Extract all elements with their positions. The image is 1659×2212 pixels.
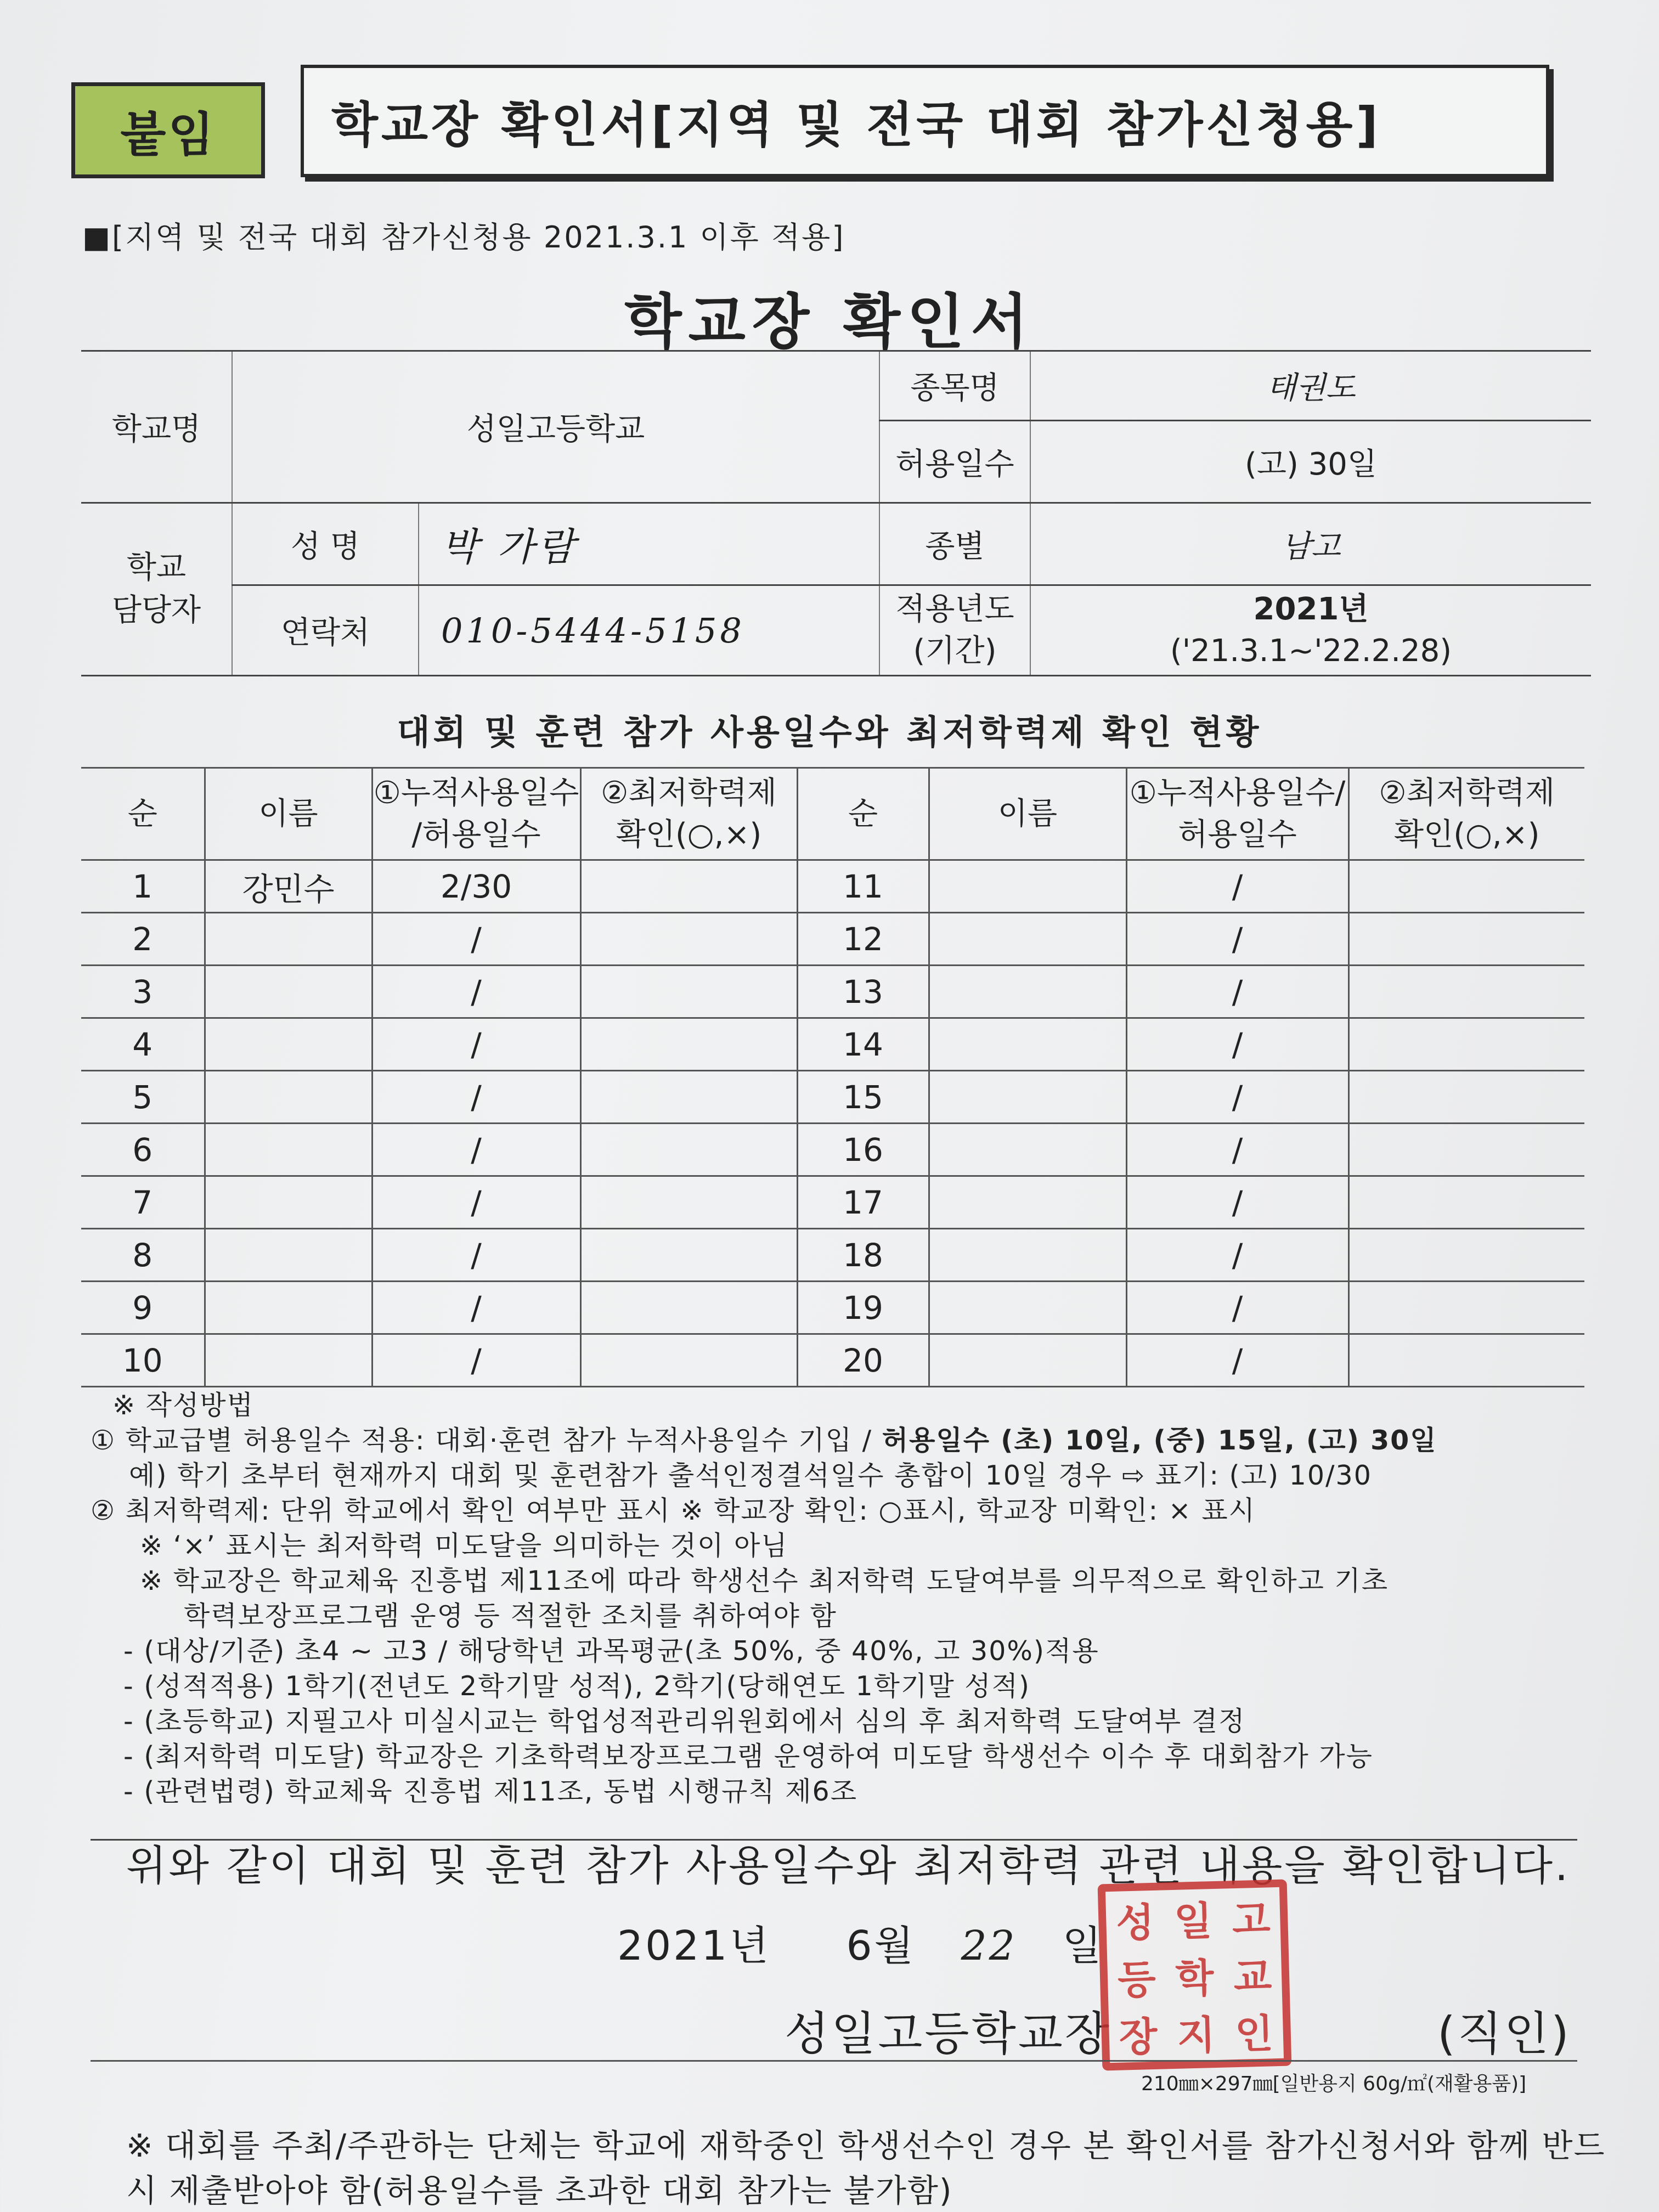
header-title: 학교장 확인서[지역 및 전국 대회 참가신청용] <box>301 65 1549 177</box>
row-name <box>929 1282 1126 1334</box>
row-name <box>205 966 372 1018</box>
row-days: / <box>1126 1229 1348 1282</box>
row-check <box>1348 1334 1584 1387</box>
table-row <box>81 1282 1584 1334</box>
row-name <box>205 1176 372 1229</box>
attachment-badge: 붙임 <box>71 82 265 178</box>
phone-label: 연락처 <box>232 585 419 676</box>
row-no: 10 <box>81 1334 205 1387</box>
seal-glyph: 교 <box>1233 1953 1273 2001</box>
row-no: 13 <box>797 966 929 1018</box>
row-no: 3 <box>81 966 205 1018</box>
col-check-right <box>1348 768 1584 860</box>
row-no: 18 <box>797 1229 929 1282</box>
row-days: / <box>1126 1018 1348 1071</box>
row-days: 2/30 <box>372 860 580 913</box>
row-days: / <box>372 1018 580 1071</box>
row-check <box>580 1282 797 1334</box>
col-days-right-line2: 허용일수 <box>1178 816 1297 853</box>
row-check <box>580 1229 797 1282</box>
note-1b: 허용일수 (초) 10일, (중) 15일, (고) 30일 <box>882 1425 1437 1456</box>
row-days: / <box>372 1282 580 1334</box>
notes-heading: ※ 작성방법 <box>112 1390 254 1421</box>
row-name <box>205 1124 372 1176</box>
type-value: 남고 <box>1030 503 1591 585</box>
date-day-handwritten: 22 <box>961 1922 1017 1970</box>
row-no: 5 <box>81 1071 205 1124</box>
row-no: 4 <box>81 1018 205 1071</box>
note-1a: ① 학교급별 허용일수 적용: 대회·훈련 참가 누적사용일수 기입 / <box>91 1425 882 1456</box>
row-days: / <box>1126 1334 1348 1387</box>
seal-glyph: 학 <box>1175 1955 1215 2002</box>
row-no: 7 <box>81 1176 205 1229</box>
row-name <box>929 1334 1126 1387</box>
row-name <box>205 1229 372 1282</box>
seal-glyph: 등 <box>1117 1956 1156 2004</box>
section-title: 대회 및 훈련 참가 사용일수와 최저학력제 확인 현황 <box>397 712 1262 752</box>
principal-title: 성일고등학교장 <box>785 2007 1112 2061</box>
row-check <box>1348 966 1584 1018</box>
seal-glyph: 일 <box>1173 1898 1213 1945</box>
row-name <box>205 913 372 966</box>
confirmation-date <box>617 1914 1104 1972</box>
year-label-line2: (기간) <box>913 633 997 669</box>
sport-value: 태권도 <box>1030 351 1591 421</box>
row-name <box>205 1018 372 1071</box>
row-name <box>929 860 1126 913</box>
row-no: 1 <box>81 860 205 913</box>
phone-value-handwritten: 010-5444-5158 <box>419 585 879 676</box>
name-value-handwritten: 박 가람 <box>419 503 879 585</box>
confirmation-statement: 위와 같이 대회 및 훈련 참가 사용일수와 최저학력 관련 내용을 확인합니다. <box>126 1841 1571 1890</box>
scope-note: ■[지역 및 전국 대회 참가신청용 2021.3.1 이후 적용] <box>82 220 845 255</box>
row-days: / <box>1126 860 1348 913</box>
table-row <box>81 966 1584 1018</box>
note-3: ※ ‘×’ 표시는 최저학력 미도달을 의미하는 것이 아님 <box>140 1530 788 1561</box>
allowed-days-label: 허용일수 <box>879 421 1030 503</box>
row-days: / <box>1126 1282 1348 1334</box>
seal-glyph: 지 <box>1176 2012 1216 2059</box>
table-row <box>81 913 1584 966</box>
note-1c: 예) 학기 초부터 현재까지 대회 및 훈련참가 출석인정결석일수 총합이 10일 경우 ⇨ 표기: (고) 10/30 <box>129 1460 1372 1491</box>
row-no: 20 <box>797 1334 929 1387</box>
row-no: 9 <box>81 1282 205 1334</box>
row-days: / <box>372 1071 580 1124</box>
row-check <box>1348 913 1584 966</box>
row-name <box>929 913 1126 966</box>
note-7: - (초등학교) 지필고사 미실시교는 학업성적관리위원회에서 심의 후 최저학력 도달여부 결정 <box>123 1706 1246 1737</box>
row-check <box>580 1071 797 1124</box>
table-row <box>81 1018 1584 1071</box>
type-label: 종별 <box>879 503 1030 585</box>
row-check <box>1348 860 1584 913</box>
row-days: / <box>372 913 580 966</box>
row-days: / <box>372 1176 580 1229</box>
row-check <box>580 1176 797 1229</box>
table-row <box>81 1229 1584 1282</box>
row-days: / <box>372 1229 580 1282</box>
seal-glyph: 인 <box>1234 2010 1274 2058</box>
col-check-line2: 확인(○,×) <box>616 816 762 853</box>
note-8: - (최저학력 미도달) 학교장은 기초학력보장프로그램 운영하여 미도달 학생선수 이수 후 대회참가 가능 <box>123 1741 1373 1772</box>
row-check <box>580 1334 797 1387</box>
col-days-line2: /허용일수 <box>411 816 541 853</box>
row-name <box>929 1018 1126 1071</box>
table-row <box>81 1071 1584 1124</box>
row-no: 16 <box>797 1124 929 1176</box>
date-year: 2021년 <box>617 1922 771 1970</box>
row-days: / <box>372 1124 580 1176</box>
year-value-year: 2021년 <box>1253 591 1369 627</box>
paper-spec: 210㎜×297㎜[일반용지 60g/㎡(재활용품)] <box>1141 2073 1527 2095</box>
seal-glyph: 성 <box>1115 1899 1155 1946</box>
date-month: 6월 <box>846 1922 916 1970</box>
row-name <box>929 1229 1126 1282</box>
divider-bottom <box>91 2060 1577 2062</box>
row-days: / <box>1126 1071 1348 1124</box>
usage-table <box>81 767 1584 1387</box>
row-days: / <box>372 966 580 1018</box>
row-no: 6 <box>81 1124 205 1176</box>
col-check-right-line2: 확인(○,×) <box>1394 816 1540 853</box>
col-no-right: 순 <box>797 768 929 860</box>
col-no: 순 <box>81 768 205 860</box>
row-days: / <box>1126 1124 1348 1176</box>
row-check <box>580 1124 797 1176</box>
row-no: 2 <box>81 913 205 966</box>
row-name: 강민수 <box>205 860 372 913</box>
row-no: 19 <box>797 1282 929 1334</box>
year-value-period: ('21.3.1~'22.2.28) <box>1170 633 1452 669</box>
col-days-right <box>1126 768 1348 860</box>
row-days: / <box>1126 1176 1348 1229</box>
note-5: - (대상/기준) 초4 ~ 고3 / 해당학년 과목평균(초 50%, 중 40%, 고 30%)적용 <box>123 1635 1099 1667</box>
row-check <box>1348 1018 1584 1071</box>
usage-header-row <box>81 768 1584 860</box>
year-value <box>1030 585 1591 676</box>
row-check <box>1348 1071 1584 1124</box>
note-9: - (관련법령) 학교체육 진흥법 제11조, 동법 시행규칙 제6조 <box>123 1776 858 1807</box>
name-label: 성 명 <box>232 503 419 585</box>
row-check <box>1348 1176 1584 1229</box>
date-day-suffix: 일 <box>1062 1922 1104 1970</box>
row-name <box>205 1071 372 1124</box>
row-days: / <box>372 1334 580 1387</box>
allowed-days-value: (고) 30일 <box>1030 421 1591 503</box>
col-days <box>372 768 580 860</box>
row-no: 17 <box>797 1176 929 1229</box>
contact-person-label: 학교 담당자 <box>81 503 232 676</box>
row-name <box>205 1334 372 1387</box>
document-title: 학교장 확인서 <box>624 288 1035 357</box>
row-no: 12 <box>797 913 929 966</box>
note-1 <box>91 1423 1605 1458</box>
row-no: 14 <box>797 1018 929 1071</box>
year-label <box>879 585 1030 676</box>
school-value: 성일고등학교 <box>232 351 879 503</box>
row-name <box>929 1176 1126 1229</box>
seal-label: (직인) <box>1437 2007 1571 2061</box>
school-label: 학교명 <box>81 351 232 503</box>
note-4b: 학력보장프로그램 운영 등 적절한 조치를 취하여야 함 <box>184 1600 837 1632</box>
col-name: 이름 <box>205 768 372 860</box>
note-2: ② 최저학력제: 단위 학교에서 확인 여부만 표시 ※ 학교장 확인: ○표시, 학교장 미확인: × 표시 <box>91 1495 1256 1526</box>
row-check <box>1348 1229 1584 1282</box>
row-check <box>580 913 797 966</box>
row-no: 15 <box>797 1071 929 1124</box>
row-check <box>580 860 797 913</box>
note-4a: ※ 학교장은 학교체육 진흥법 제11조에 따라 학생선수 최저학력 도달여부를 의무적으로 확인하고 기초 <box>140 1565 1389 1596</box>
table-row <box>81 1124 1584 1176</box>
row-name <box>205 1282 372 1334</box>
info-table <box>81 350 1591 676</box>
table-row <box>81 1176 1584 1229</box>
row-check <box>1348 1282 1584 1334</box>
row-check <box>580 966 797 1018</box>
col-check <box>580 768 797 860</box>
writing-instructions <box>91 1388 1605 1809</box>
seal-glyph: 장 <box>1118 2013 1158 2061</box>
row-days: / <box>1126 966 1348 1018</box>
year-label-line1: 적용년도 <box>895 591 1014 627</box>
col-check-right-line1: ②최저학력제 <box>1379 775 1555 811</box>
col-check-line1: ②최저학력제 <box>601 775 777 811</box>
table-row <box>81 1334 1584 1387</box>
row-check <box>1348 1124 1584 1176</box>
note-6: - (성적적용) 1학기(전년도 2학기말 성적), 2학기(당해연도 1학기말 성적) <box>123 1671 1031 1702</box>
row-name <box>929 966 1126 1018</box>
table-row <box>81 860 1584 913</box>
col-name-right: 이름 <box>929 768 1126 860</box>
row-no: 8 <box>81 1229 205 1282</box>
footer-note: ※ 대회를 주최/주관하는 단체는 학교에 재학중인 학생선수인 경우 본 확인서를 참가신청서와 함께 반드시 제출받아야 함(허용일수를 초과한 대회 참가는 불가함) <box>126 2127 1606 2209</box>
seal-glyph: 고 <box>1231 1896 1271 1944</box>
col-days-right-line1: ①누적사용일수/ <box>1129 775 1346 811</box>
row-days: / <box>1126 913 1348 966</box>
col-days-line1: ①누적사용일수 <box>373 775 579 811</box>
official-seal-stamp <box>1098 1880 1292 2071</box>
row-check <box>580 1018 797 1071</box>
row-name <box>929 1124 1126 1176</box>
sport-label: 종목명 <box>879 351 1030 421</box>
row-name <box>929 1071 1126 1124</box>
row-no: 11 <box>797 860 929 913</box>
